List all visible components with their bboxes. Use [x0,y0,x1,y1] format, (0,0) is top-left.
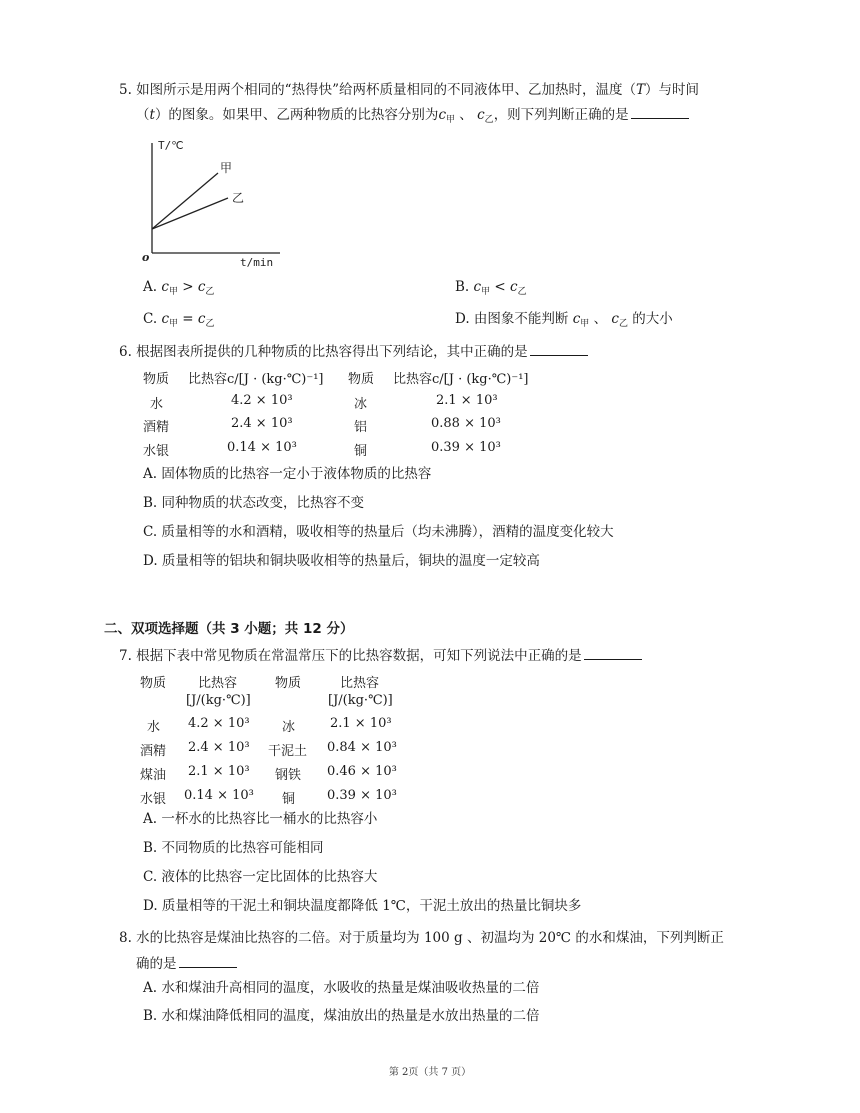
line-jia-label: 甲 [220,161,233,175]
q8-option-b[interactable]: B. 水和煤油降低相同的温度，煤油放出的热量是水放出热量的二倍 [143,1008,540,1024]
q5-stem-line1: 5. 如图所示是用两个相同的“热得快”给两杯质量相同的不同液体甲、乙加热时，温度（T）与时间 [119,82,699,98]
q6-cell: 2.1 × 10³ [436,393,498,408]
q6-cell: 铜 [354,444,368,459]
q6-option-a[interactable]: A. 固体物质的比热容一定小于液体物质的比热容 [143,466,432,482]
q7-cell: 水银 [140,792,167,807]
q5-option-c[interactable]: C. $c_甲 = c_乙$ [143,311,215,329]
q7-cell: 煤油 [140,768,167,783]
q7-header-capacity-2: 比热容 [340,676,380,691]
q7-cell: 干泥土 [268,744,308,759]
q7-cell: 0.84 × 10³ [327,740,397,755]
line-jia [152,173,218,229]
answer-blank[interactable] [530,343,588,356]
origin-label: o [142,251,150,264]
q8-option-a[interactable]: A. 水和煤油升高相同的温度，水吸收的热量是煤油吸收热量的二倍 [143,980,540,996]
q5-option-b[interactable]: B. $c_甲 < c_乙$ [455,279,527,297]
line-yi-label: 乙 [232,191,245,205]
q7-cell: 钢铁 [275,768,302,783]
q6-cell: 0.14 × 10³ [227,440,297,455]
q6-header-substance: 物质 [143,372,170,387]
answer-blank[interactable] [584,647,642,660]
q6-cell: 4.2 × 10³ [231,393,293,408]
q7-option-a[interactable]: A. 一杯水的比热容比一桶水的比热容小 [143,811,378,827]
q6-cell: 0.88 × 10³ [431,416,501,431]
q6-option-d[interactable]: D. 质量相等的铝块和铜块吸收相等的热量后，铜块的温度一定较高 [143,553,540,569]
q6-option-c[interactable]: C. 质量相等的水和酒精，吸收相等的热量后（均未沸腾），酒精的温度变化较大 [143,524,614,540]
q7-cell: 冰 [282,720,296,735]
q7-cell: 酒精 [140,744,167,759]
x-axis-label: t/min [240,256,274,269]
q7-cell: 水 [147,720,161,735]
q7-cell: 2.4 × 10³ [188,740,250,755]
q5-option-a[interactable]: A. $c_甲 > c_乙$ [143,279,215,297]
q7-option-c[interactable]: C. 液体的比热容一定比固体的比热容大 [143,869,378,885]
q6-cell: 水银 [143,444,170,459]
q7-header-substance-2: 物质 [275,676,302,691]
q7-cell: 铜 [282,792,296,807]
q6-header-substance-2: 物质 [348,372,375,387]
answer-blank[interactable] [179,955,237,968]
q7-cell: 2.1 × 10³ [188,764,250,779]
q7-cell: 0.39 × 10³ [327,788,397,803]
q5-stem-line2: （t）的图象。如果甲、乙两种物质的比热容分别为$c_甲$ 、 $c_乙$，则下列判断正确的是 [136,105,689,130]
q7-header-substance: 物质 [140,676,167,691]
q6-cell: 冰 [354,397,368,412]
q8-stem-line1: 8. 水的比热容是煤油比热容的二倍。对于质量均为 100 g 、初温均为 20℃ 的水和煤油，下列判断正 [119,930,724,946]
q7-cell: 4.2 × 10³ [188,716,250,731]
q6-cell: 0.39 × 10³ [431,440,501,455]
q7-header-unit: [J/(kg·℃)] [186,693,251,708]
q7-table [140,672,420,807]
section-heading: 二、双项选择题（共 3 小题；共 12 分） [104,621,354,637]
q6-table [143,368,563,463]
q6-header-capacity-2: 比热容c/[J · (kg·℃)⁻¹] [393,372,529,387]
q7-cell: 0.46 × 10³ [327,764,397,779]
y-axis-label: T/℃ [158,139,184,152]
q7-header-unit-2: [J/(kg·℃)] [328,693,393,708]
q6-option-b[interactable]: B. 同种物质的状态改变，比热容不变 [143,495,365,511]
q6-stem: 6. 根据图表所提供的几种物质的比热容得出下列结论，其中正确的是 [119,342,588,362]
q6-cell: 铝 [354,420,368,435]
q7-header-capacity: 比热容 [198,676,238,691]
answer-blank[interactable] [631,106,689,119]
q7-cell: 0.14 × 10³ [184,788,254,803]
q7-option-b[interactable]: B. 不同物质的比热容可能相同 [143,840,324,856]
q8-stem-line2: 确的是 [136,954,237,974]
q5-option-d[interactable]: D. 由图象不能判断 $c_甲$ 、 $c_乙$ 的大小 [455,311,673,329]
line-yi [152,198,228,229]
q6-cell: 酒精 [143,420,170,435]
q7-option-d[interactable]: D. 质量相等的干泥土和铜块温度都降低 1℃，干泥土放出的热量比铜块多 [143,898,582,914]
q6-cell: 水 [150,397,164,412]
page-footer: 第 2页（共 7 页） [388,1067,472,1078]
temperature-time-graph [140,135,290,270]
q6-header-capacity: 比热容c/[J · (kg·℃)⁻¹] [188,372,324,387]
q7-stem: 7. 根据下表中常见物质在常温常压下的比热容数据，可知下列说法中正确的是 [119,646,642,666]
q6-cell: 2.4 × 10³ [231,416,293,431]
q7-cell: 2.1 × 10³ [330,716,392,731]
